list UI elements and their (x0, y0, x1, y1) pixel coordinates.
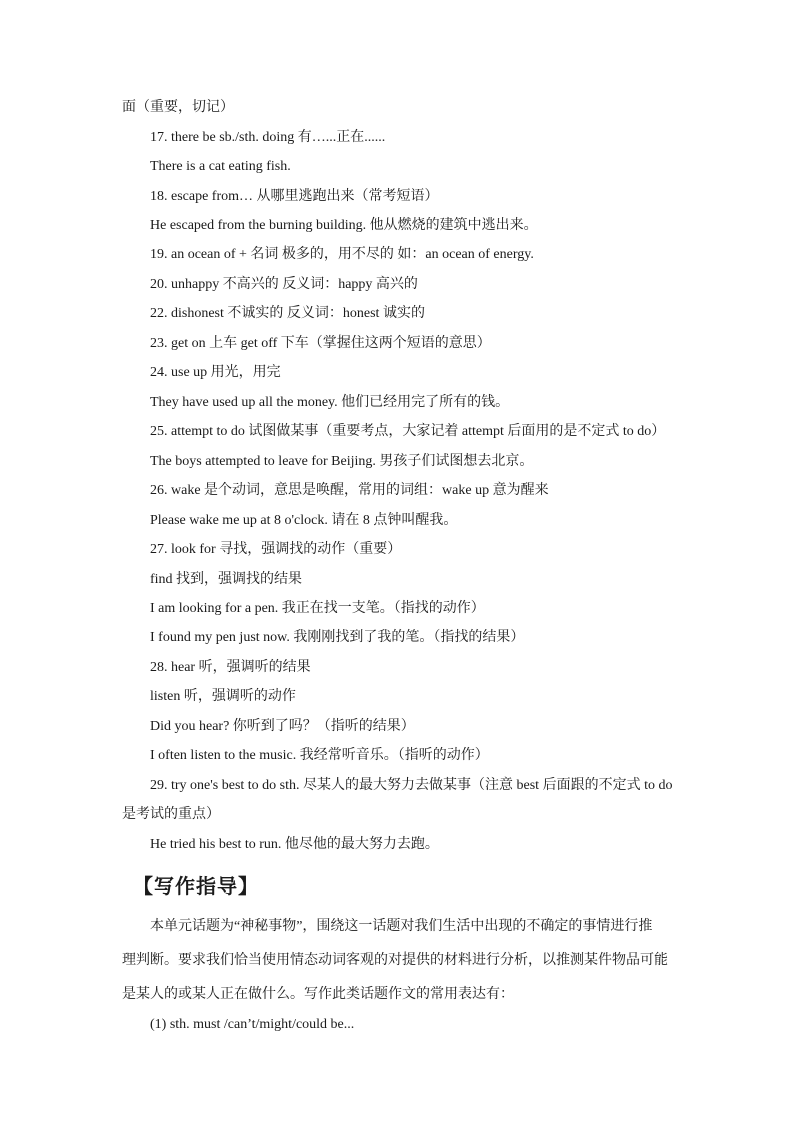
writing-guide-paragraph (122, 910, 682, 1012)
text-line: 28. hear 听，强调听的结果 (150, 660, 311, 675)
text-line: 22. dishonest 不诚实的 反义词：honest 诚实的 (150, 306, 425, 321)
text-line: 29. try one's best to do sth. 尽某人的最大努力去做某事（注意 best 后面跟的不定式 to do (150, 778, 673, 793)
paragraph-line: 是某人的或某人正在做什么。写作此类话题作文的常用表达有： (122, 987, 514, 1002)
text-line: 是考试的重点） (122, 807, 220, 822)
text-line: find 找到，强调找的结果 (150, 572, 303, 587)
section-heading: 【写作指导】 (133, 874, 259, 898)
text-line: 27. look for 寻找，强调找的动作（重要） (150, 542, 402, 557)
text-line: 面（重要，切记） (122, 100, 234, 115)
text-line: 17. there be sb./sth. doing 有…...正在...... (150, 130, 386, 145)
text-line: They have used up all the money. 他们已经用完了所有的钱。 (150, 395, 510, 410)
expression-item: (1) sth. must /can’t/might/could be... (150, 1017, 355, 1032)
text-line: 23. get on 上车 get off 下车（掌握住这两个短语的意思） (150, 336, 491, 351)
text-line: 25. attempt to do 试图做某事（重要考点，大家记着 attempt 后面用的是不定式 to do） (150, 424, 666, 439)
text-line: He escaped from the burning building. 他从燃烧的建筑中逃出来。 (150, 218, 538, 233)
text-line: 24. use up 用光，用完 (150, 365, 281, 380)
text-line: There is a cat eating fish. (150, 159, 291, 174)
text-line: I found my pen just now. 我刚刚找到了我的笔。（指找的结果） (150, 630, 525, 645)
paragraph-line: 理判断。要求我们恰当使用情态动词客观的对提供的材料进行分析，以推测某件物品可能 (122, 953, 668, 968)
text-line: listen 听，强调听的动作 (150, 689, 296, 704)
text-line: 20. unhappy 不高兴的 反义词：happy 高兴的 (150, 277, 418, 292)
text-line: He tried his best to run. 他尽他的最大努力去跑。 (150, 837, 439, 852)
text-line: I often listen to the music. 我经常听音乐。（指听的动作） (150, 748, 489, 763)
text-line: Please wake me up at 8 o'clock. 请在 8 点钟叫醒我。 (150, 513, 458, 528)
text-line: I am looking for a pen. 我正在找一支笔。（指找的动作） (150, 601, 485, 616)
text-line: 19. an ocean of + 名词 极多的，用不尽的 如：an ocean of energy. (150, 247, 534, 262)
text-line: 18. escape from… 从哪里逃跑出来（常考短语） (150, 189, 439, 204)
text-line: Did you hear? 你听到了吗？（指听的结果） (150, 719, 415, 734)
text-line: 26. wake 是个动词，意思是唤醒，常用的词组：wake up 意为醒来 (150, 483, 549, 498)
paragraph-line: 本单元话题为“神秘事物”，围绕这一话题对我们生活中出现的不确定的事情进行推 (150, 919, 653, 934)
text-line: The boys attempted to leave for Beijing. 男孩子们试图想去北京。 (150, 454, 534, 469)
